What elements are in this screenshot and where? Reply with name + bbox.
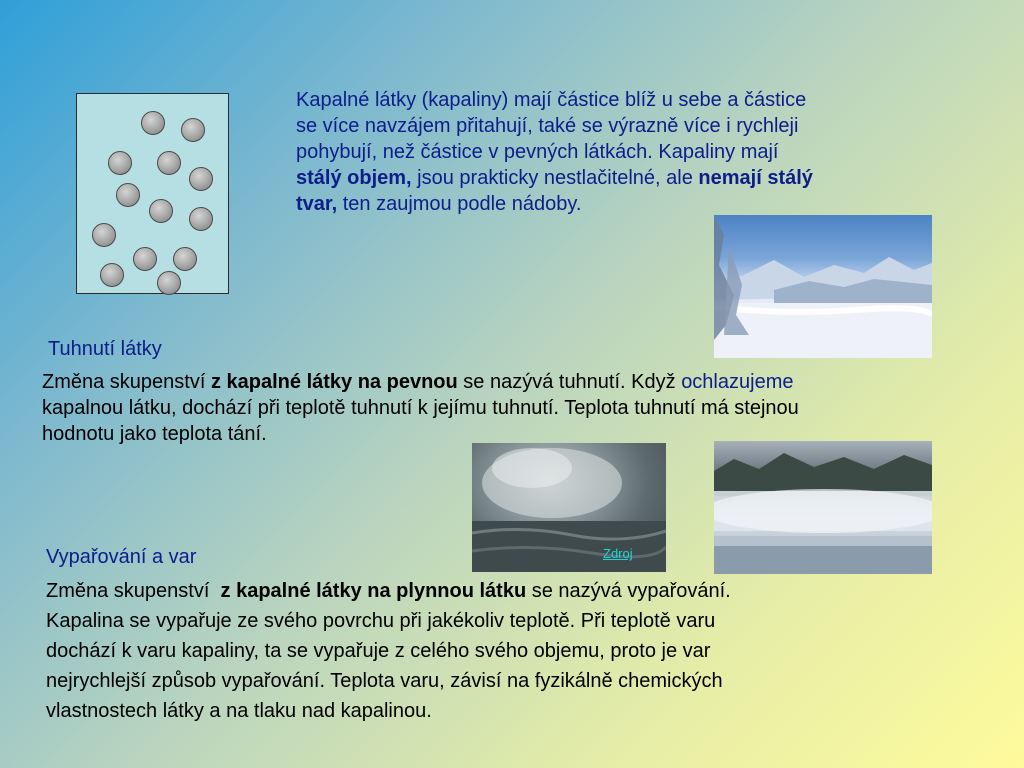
intro-text: jsou prakticky nestlačitelné, ale <box>411 167 699 189</box>
section-heading-solidification: Tuhnutí látky <box>48 338 162 360</box>
paragraph-line <box>42 369 1017 395</box>
particle <box>157 271 181 295</box>
solidification-paragraph <box>42 369 1017 447</box>
particle <box>133 247 157 271</box>
particle <box>181 118 205 142</box>
intro-line: pohybují, než částice v pevných látkách. Kapaliny mají <box>296 141 779 163</box>
particle <box>149 199 173 223</box>
bold-phrase: tvar, <box>296 193 338 215</box>
paragraph-line: hodnotu jako teplota tání. <box>42 423 267 445</box>
particle <box>173 247 197 271</box>
intro-text: ten zaujmou podle nádoby. <box>337 193 582 215</box>
intro-line: Kapalné látky (kapaliny) mají částice blíž u sebe a částice <box>296 89 807 111</box>
intro-paragraph <box>296 87 976 217</box>
bold-phrase: stálý objem, <box>296 167 412 189</box>
paragraph-line: vlastnostech látky a na tlaku nad kapalinou. <box>46 700 432 722</box>
particle <box>189 207 213 231</box>
text-span: se nazývá tuhnutí. Když <box>457 371 682 393</box>
particle <box>141 111 165 135</box>
bold-phrase: z kapalné látky na plynnou látku <box>220 580 527 602</box>
particle <box>189 167 213 191</box>
paragraph-line <box>46 576 1006 606</box>
liquid-particles-diagram <box>76 93 229 294</box>
paragraph-line: nejrychlejší způsob vypařování. Teplota varu, závisí na fyzikálně chemických <box>46 670 723 692</box>
intro-line <box>296 191 976 217</box>
hot-spring-steam-photo <box>472 443 666 572</box>
source-link[interactable]: Zdroj <box>603 546 633 561</box>
text-span: Změna skupenství <box>42 371 211 393</box>
intro-line: se více navzájem přitahují, také se výrazně více i rychleji <box>296 115 799 137</box>
particle <box>108 151 132 175</box>
paragraph-line: Kapalina se vypařuje ze svého povrchu při jakékoliv teplotě. Při teplotě varu <box>46 610 716 632</box>
particle <box>116 183 140 207</box>
misty-lake-photo <box>714 441 932 574</box>
snow-landscape-photo <box>714 215 932 358</box>
paragraph-line: kapalnou látku, dochází při teplotě tuhnutí k jejímu tuhnutí. Teplota tuhnutí má stejnou <box>42 397 799 419</box>
text-span: Změna skupenství <box>46 580 221 602</box>
evaporation-paragraph <box>46 576 1006 726</box>
intro-line <box>296 165 976 191</box>
particle <box>157 151 181 175</box>
bold-phrase: nemají stálý <box>698 167 813 189</box>
bold-phrase: z kapalné látky na pevnou <box>210 371 458 393</box>
highlight-word: ochlazujeme <box>681 371 794 393</box>
section-heading-evaporation: Vypařování a var <box>46 546 197 568</box>
text-span: se nazývá vypařování. <box>526 580 731 602</box>
particle <box>92 223 116 247</box>
paragraph-line: dochází k varu kapaliny, ta se vypařuje z celého svého objemu, proto je var <box>46 640 711 662</box>
particle <box>100 263 124 287</box>
